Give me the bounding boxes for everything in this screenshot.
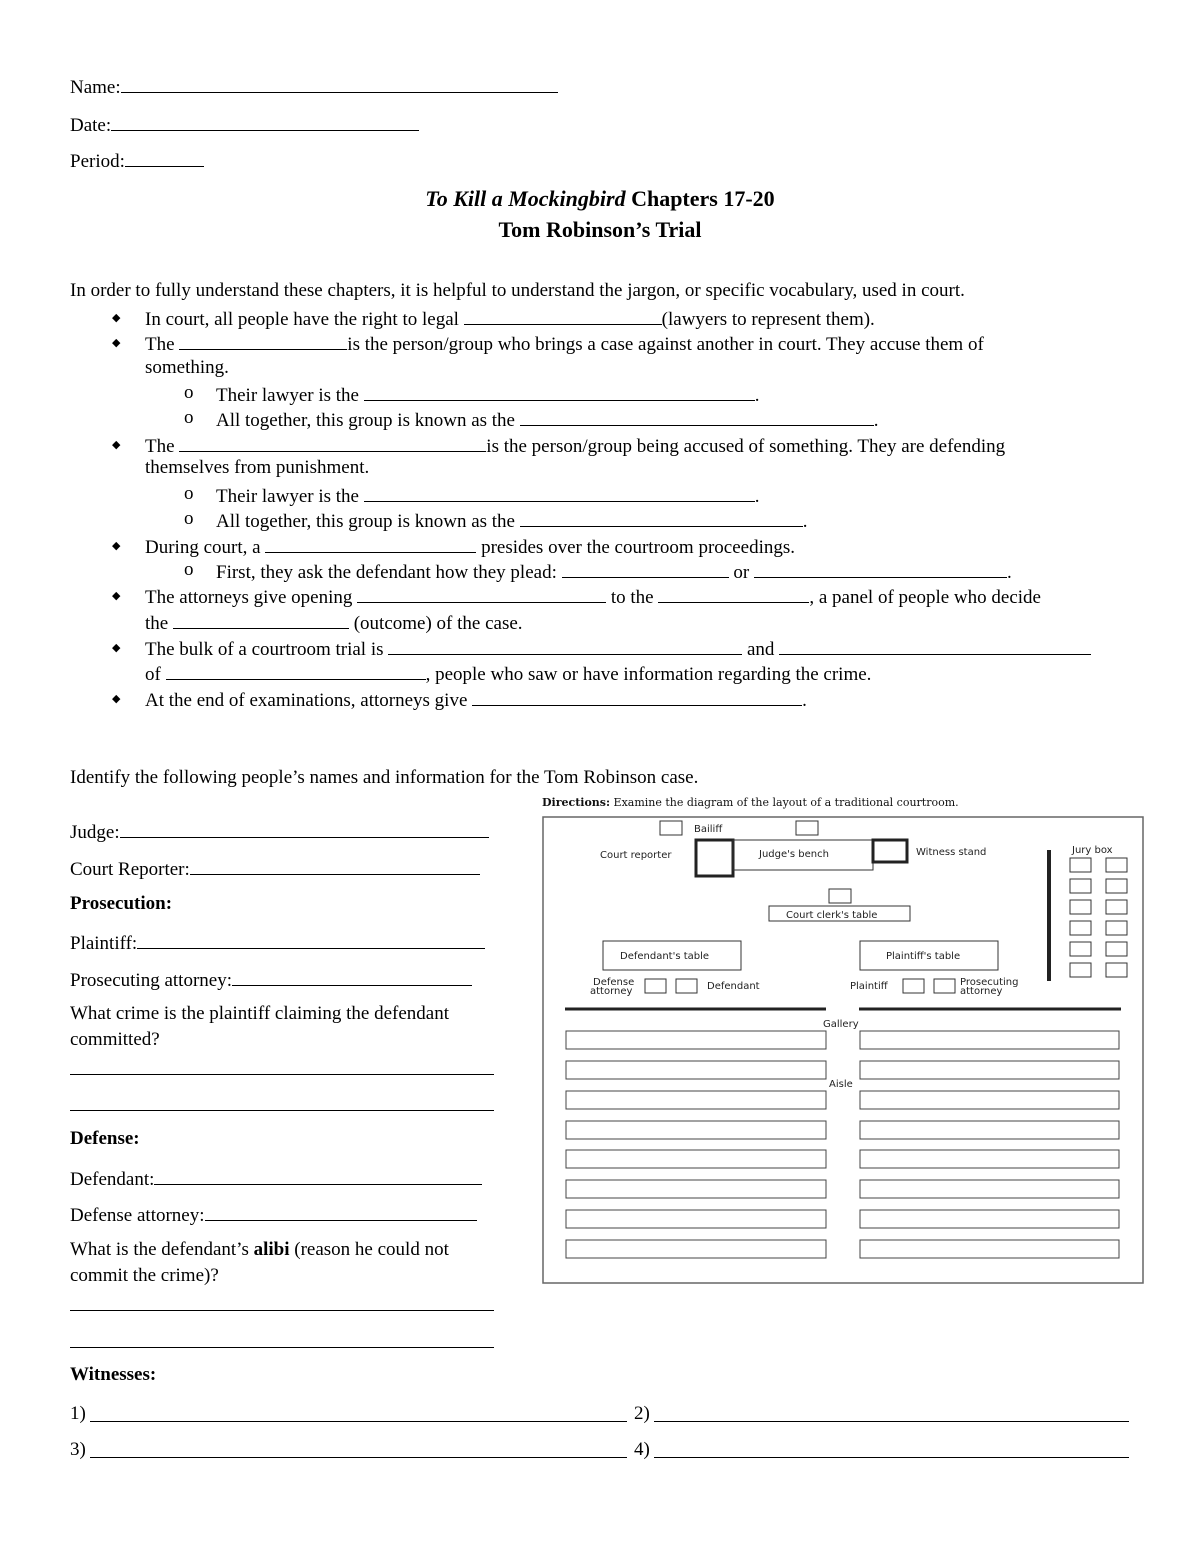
note-text: , a panel of people who decide — [809, 587, 1041, 608]
note-text: (lawyers to represent them). — [661, 309, 875, 330]
note-opening — [145, 584, 1041, 609]
note-examinations — [145, 636, 1091, 661]
note-text: During court, a — [145, 537, 266, 558]
blank-jury[interactable] — [658, 584, 809, 603]
aisle-label: Aisle — [829, 1079, 853, 1090]
prosecuting-attorney-label-2: attorney — [960, 986, 1003, 997]
sub-bullet-marker: o — [184, 559, 194, 580]
period-mark: . — [802, 690, 807, 711]
alibi-answer-line[interactable] — [70, 1347, 494, 1348]
note-text: In court, all people have the right to legal — [145, 309, 464, 330]
blank-plaintiff[interactable] — [179, 331, 347, 350]
note-text: and — [742, 639, 780, 660]
plaintiff-seat — [903, 979, 924, 993]
crime-answer-line[interactable] — [70, 1074, 494, 1075]
field-label: Court Reporter: — [70, 859, 190, 880]
note-text: First, they ask the defendant how they plead: — [216, 562, 562, 583]
intro-text: In order to fully understand these chapters, it is helpful to understand the jargon, or specific vocabulary, used in court. — [70, 280, 965, 301]
note-defendant-lawyer — [216, 483, 759, 508]
defendant-field — [70, 1166, 482, 1191]
note-text: All together, this group is known as the — [216, 410, 520, 431]
name-blank[interactable] — [121, 74, 558, 93]
note-text: Their lawyer is the — [216, 486, 364, 507]
bullet-icon: ◆ — [112, 693, 121, 705]
blank-verdict[interactable] — [173, 610, 349, 629]
period-mark: . — [802, 511, 808, 532]
blank-legal[interactable] — [464, 306, 662, 325]
bailiff-label: Bailiff — [694, 824, 723, 835]
name-label: Name: — [70, 77, 121, 98]
note-defense — [216, 508, 807, 533]
prosecuting-attorney-field — [70, 967, 472, 992]
blank-prosecuting-attorney[interactable] — [364, 382, 755, 401]
blank-plea-1[interactable] — [562, 559, 729, 578]
alibi-question — [70, 1239, 449, 1261]
blank-plea-2[interactable] — [754, 559, 1007, 578]
witnesses-heading: Witnesses: — [70, 1364, 157, 1385]
note-prosecution — [216, 407, 878, 432]
note-text: The — [145, 334, 180, 355]
period-mark: . — [754, 385, 760, 406]
identify-instruction: Identify the following people’s names and information for the Tom Robinson case. — [70, 767, 699, 788]
note-plaintiff-cont: something. — [145, 357, 229, 378]
defendants-table-label: Defendant's table — [620, 951, 710, 962]
note-text: is the person/group who brings a case against another in court. They accuse them of — [347, 334, 984, 355]
blank-witnesses[interactable] — [166, 661, 426, 680]
judge-field — [70, 819, 489, 844]
note-text: At the end of examinations, attorneys give — [145, 690, 473, 711]
prosecuting-attorney-seat — [934, 979, 955, 993]
note-text: to the — [606, 587, 659, 608]
blank-opening[interactable] — [357, 584, 606, 603]
field-label: Prosecuting attorney: — [70, 970, 232, 991]
question-text: What is the defendant’s — [70, 1239, 254, 1260]
directions-text: Examine the diagram of the layout of a traditional courtroom. — [610, 796, 959, 809]
defense-attorney-label-1: Defense — [593, 977, 635, 988]
witness-4-line[interactable] — [654, 1457, 1129, 1458]
clerk-seat — [829, 889, 851, 903]
defense-attorney-seat — [645, 979, 666, 993]
date-field[interactable] — [70, 112, 419, 137]
plaintiffs-table-label: Plaintiff's table — [886, 951, 961, 962]
gallery-benches — [566, 1031, 1119, 1258]
name-field[interactable] — [70, 74, 558, 99]
blank-examination-2[interactable] — [779, 636, 1091, 655]
courtroom-diagram — [530, 790, 1150, 1290]
defense-heading: Defense: — [70, 1128, 140, 1149]
bullet-icon: ◆ — [112, 312, 121, 324]
note-text: Their lawyer is the — [216, 385, 364, 406]
defense-attorney-label-2: attorney — [590, 986, 633, 997]
defense-attorney-field — [70, 1202, 477, 1227]
plaintiff-blank[interactable] — [137, 930, 485, 949]
jury-seats — [1070, 858, 1127, 977]
prosecuting-attorney-label-1: Prosecuting — [960, 977, 1019, 988]
sub-bullet-marker: o — [184, 508, 194, 529]
witness-2-label: 2) — [634, 1403, 650, 1424]
prosecution-heading: Prosecution: — [70, 893, 173, 914]
note-text: The bulk of a courtroom trial is — [145, 639, 389, 660]
field-label: Plaintiff: — [70, 933, 138, 954]
court-reporter-blank[interactable] — [190, 856, 480, 875]
witness-stand-label: Witness stand — [916, 847, 987, 858]
sub-bullet-marker: o — [184, 483, 194, 504]
period-label: Period: — [70, 151, 125, 172]
period-mark: . — [873, 410, 879, 431]
alibi-answer-line[interactable] — [70, 1310, 494, 1311]
title-book: To Kill a Mockingbird — [425, 186, 626, 211]
diagram-frame — [543, 817, 1143, 1283]
bullet-icon: ◆ — [112, 439, 121, 451]
note-plaintiff — [145, 331, 984, 356]
witness-3-line[interactable] — [90, 1457, 627, 1458]
court-reporter-field — [70, 856, 480, 881]
judge-blank[interactable] — [120, 819, 489, 838]
court-reporter-label: Court reporter — [600, 850, 672, 861]
defense-attorney-blank[interactable] — [205, 1202, 477, 1221]
period-field[interactable] — [70, 148, 204, 173]
note-legal-representation — [145, 306, 875, 331]
alibi-question-cont: commit the crime)? — [70, 1265, 219, 1286]
plaintiff-label: Plaintiff — [850, 981, 888, 992]
bullet-icon: ◆ — [112, 642, 121, 654]
prosecuting-attorney-blank[interactable] — [232, 967, 472, 986]
gallery-label: Gallery — [823, 1019, 859, 1030]
bullet-icon: ◆ — [112, 540, 121, 552]
note-closing — [145, 687, 807, 712]
defendant-blank[interactable] — [154, 1166, 482, 1185]
date-blank[interactable] — [111, 112, 419, 131]
bullet-icon: ◆ — [112, 337, 121, 349]
blank-defendant[interactable] — [179, 433, 486, 452]
note-text: or — [728, 562, 754, 583]
witness-4-label: 4) — [634, 1439, 650, 1460]
note-text: All together, this group is known as the — [216, 511, 520, 532]
diagram-directions — [542, 796, 959, 809]
note-text: presides over the courtroom proceedings. — [476, 537, 795, 558]
note-defendant — [145, 433, 1005, 458]
blank-closing[interactable] — [472, 687, 802, 706]
witness-1-line[interactable] — [90, 1421, 627, 1422]
jury-box-label: Jury box — [1072, 845, 1113, 856]
defendant-label: Defendant — [707, 981, 760, 992]
date-label: Date: — [70, 115, 112, 136]
court-reporter-seat — [696, 840, 733, 876]
note-plaintiff-lawyer — [216, 382, 759, 407]
judges-bench-label: Judge's bench — [759, 849, 829, 860]
blank-judge[interactable] — [265, 534, 476, 553]
bullet-icon: ◆ — [112, 590, 121, 602]
field-label: Judge: — [70, 822, 120, 843]
page-subtitle: Tom Robinson’s Trial — [498, 217, 702, 242]
note-judge — [145, 534, 795, 559]
note-defendant-cont: themselves from punishment. — [145, 457, 370, 478]
page-title — [0, 186, 1200, 212]
note-text: is the person/group being accused of something. They are defending — [486, 436, 1006, 457]
period-mark: . — [1006, 562, 1012, 583]
bailiff-seat-2 — [796, 821, 818, 835]
witness-1-label: 1) — [70, 1403, 86, 1424]
question-text: (reason he could not — [289, 1239, 449, 1260]
witness-2-line[interactable] — [654, 1421, 1129, 1422]
defendant-seat — [676, 979, 697, 993]
witness-3-label: 3) — [70, 1439, 86, 1460]
note-witnesses — [145, 661, 871, 686]
blank-prosecution[interactable] — [520, 407, 874, 426]
sub-bullet-marker: o — [184, 382, 194, 403]
sub-bullet-marker: o — [184, 407, 194, 428]
blank-defense-attorney[interactable] — [364, 483, 755, 502]
note-text: The attorneys give opening — [145, 587, 358, 608]
period-blank[interactable] — [125, 148, 204, 167]
title-chapters: Chapters 17-20 — [625, 186, 775, 211]
alibi-term: alibi — [253, 1239, 290, 1260]
court-clerks-table-label: Court clerk's table — [786, 910, 878, 921]
witness-stand — [873, 840, 907, 862]
note-plea — [216, 559, 1012, 584]
blank-examination-1[interactable] — [388, 636, 742, 655]
note-text: , people who saw or have information regarding the crime. — [425, 664, 872, 685]
bailiff-seat — [660, 821, 682, 835]
note-text: the — [145, 613, 173, 634]
crime-question-cont: committed? — [70, 1029, 160, 1050]
plaintiff-field — [70, 930, 485, 955]
note-verdict — [145, 610, 523, 635]
note-text: (outcome) of the case. — [348, 613, 523, 634]
crime-answer-line[interactable] — [70, 1110, 494, 1111]
period-mark: . — [754, 486, 760, 507]
note-text: The — [145, 436, 180, 457]
field-label: Defense attorney: — [70, 1205, 205, 1226]
note-text: of — [145, 664, 166, 685]
directions-label: Directions: — [542, 796, 611, 809]
field-label: Defendant: — [70, 1169, 155, 1190]
blank-defense[interactable] — [520, 508, 803, 527]
crime-question: What crime is the plaintiff claiming the defendant — [70, 1003, 449, 1024]
